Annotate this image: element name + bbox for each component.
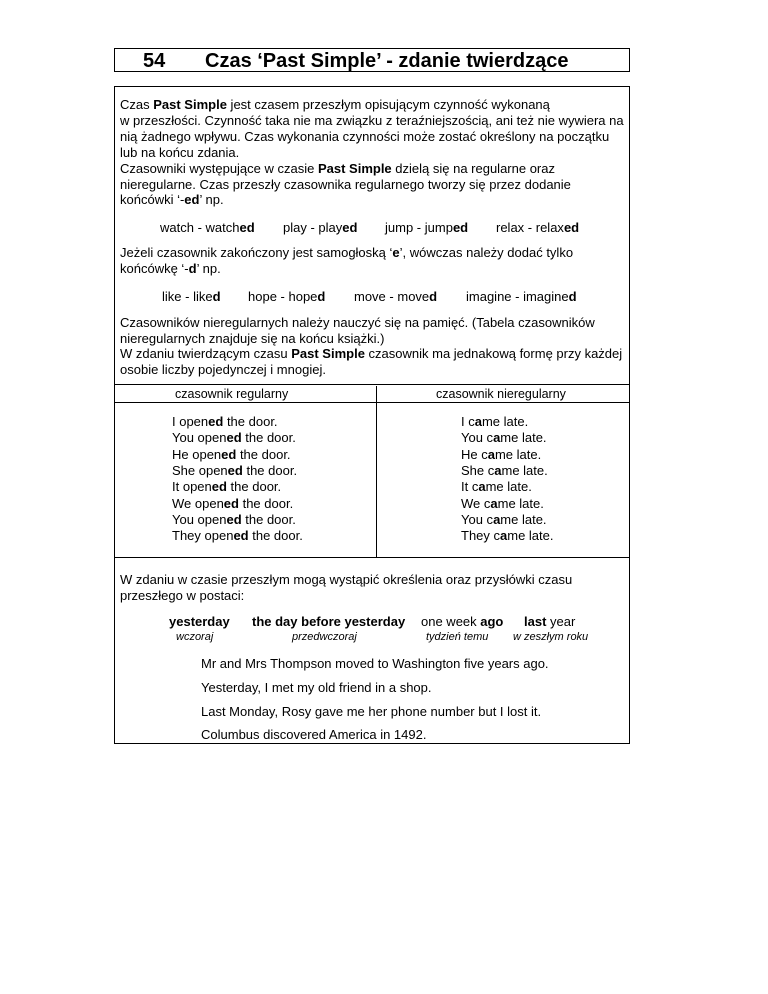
ed-example: watch - watched — [160, 220, 255, 235]
intro-line: Czasowniki występujące w czasie Past Simple dzielą się na regularne oraz — [120, 161, 555, 176]
ed-example: play - played — [283, 220, 358, 235]
e-rule-line: Jeżeli czasownik zakończony jest samogłoską ‘e’, wówczas należy dodać tylko — [120, 245, 574, 260]
irregular-sentence: We came late. — [461, 496, 544, 511]
intro-line: nieregularne. Czas przeszły czasownika regularnego tworzy się przez dodanie — [120, 177, 571, 192]
regular-sentence: He opened the door. — [172, 447, 291, 462]
intro-line: końcówki ‘-ed’ np. — [120, 192, 224, 207]
d-example: like - liked — [162, 289, 221, 304]
table-header-rule — [114, 402, 630, 403]
intro-line: w przeszłości. Czynność taka nie ma związku z teraźniejszością, ani też nie wywiera na — [120, 113, 624, 128]
translation-one-week-ago: tydzień temu — [426, 631, 489, 643]
intro-line: Czas Past Simple jest czasem przeszłym opisującym czynność wykonaną — [120, 97, 550, 112]
regular-sentence: She opened the door. — [172, 463, 298, 478]
irregular-sentence: You came late. — [461, 512, 547, 527]
irregular-sentence: You came late. — [461, 430, 547, 445]
irregular-line: Czasowników nieregularnych należy nauczyć się na pamięć. (Tabela czasowników — [120, 315, 595, 330]
table-top-rule — [114, 384, 630, 385]
example-sentence: Yesterday, I met my old friend in a shop. — [201, 680, 432, 695]
d-example: hope - hoped — [248, 289, 326, 304]
table-bottom-rule — [114, 557, 630, 558]
regular-sentence: We opened the door. — [172, 496, 294, 511]
regular-sentence: You opened the door. — [172, 512, 296, 527]
irregular-sentence: They came late. — [461, 528, 554, 543]
regular-sentence: You opened the door. — [172, 430, 296, 445]
translation-last-year: w zeszłym roku — [513, 631, 589, 643]
lesson-number: 54 — [143, 50, 166, 72]
intro-line: nią żadnego wpływu. Czas wykonania czynności może zostać określony na początku — [120, 129, 610, 144]
d-example: imagine - imagined — [466, 289, 577, 304]
column-header-regular: czasownik regularny — [175, 387, 289, 401]
adverb-yesterday: yesterday — [169, 614, 230, 629]
ed-example: jump - jumped — [385, 220, 469, 235]
adverbs-intro-line: przeszłego w postaci: — [120, 588, 245, 603]
adverb-one-week-ago: one week ago — [421, 614, 504, 629]
irregular-sentence: I came late. — [461, 414, 529, 429]
e-rule-line: końcówkę ‘-d’ np. — [120, 261, 221, 276]
translation-yesterday: wczoraj — [176, 631, 214, 643]
ed-example: relax - relaxed — [496, 220, 580, 235]
page-title: Czas ‘Past Simple’ - zdanie twierdzące — [205, 50, 569, 72]
example-sentence: Columbus discovered America in 1492. — [201, 727, 427, 742]
irregular-line: nieregularnych znajduje się na końcu książki.) — [120, 331, 385, 346]
translation-day-before-yesterday: przedwczoraj — [292, 631, 357, 643]
title-box — [114, 48, 630, 72]
irregular-line: osobie liczby pojedynczej i mnogiej. — [120, 362, 326, 377]
irregular-sentence: She came late. — [461, 463, 548, 478]
adverb-last-year: last year — [524, 614, 576, 629]
column-header-irregular: czasownik nieregularny — [436, 387, 566, 401]
regular-sentence: They opened the door. — [172, 528, 303, 543]
irregular-line: W zdaniu twierdzącym czasu Past Simple czasownik ma jednakową formę przy każdej — [120, 346, 623, 361]
example-sentence: Mr and Mrs Thompson moved to Washington five years ago. — [201, 656, 549, 671]
d-example: move - moved — [354, 289, 438, 304]
regular-sentence: It opened the door. — [172, 479, 282, 494]
regular-sentence: I opened the door. — [172, 414, 278, 429]
irregular-sentence: He came late. — [461, 447, 542, 462]
irregular-sentence: It came late. — [461, 479, 532, 494]
adverb-day-before-yesterday: the day before yesterday — [252, 614, 406, 629]
table-divider — [376, 386, 377, 558]
intro-line: lub na końcu zdania. — [120, 145, 240, 160]
example-sentence: Last Monday, Rosy gave me her phone number but I lost it. — [201, 704, 542, 719]
adverbs-intro-line: W zdaniu w czasie przeszłym mogą wystąpić określenia oraz przysłówki czasu — [120, 572, 573, 587]
